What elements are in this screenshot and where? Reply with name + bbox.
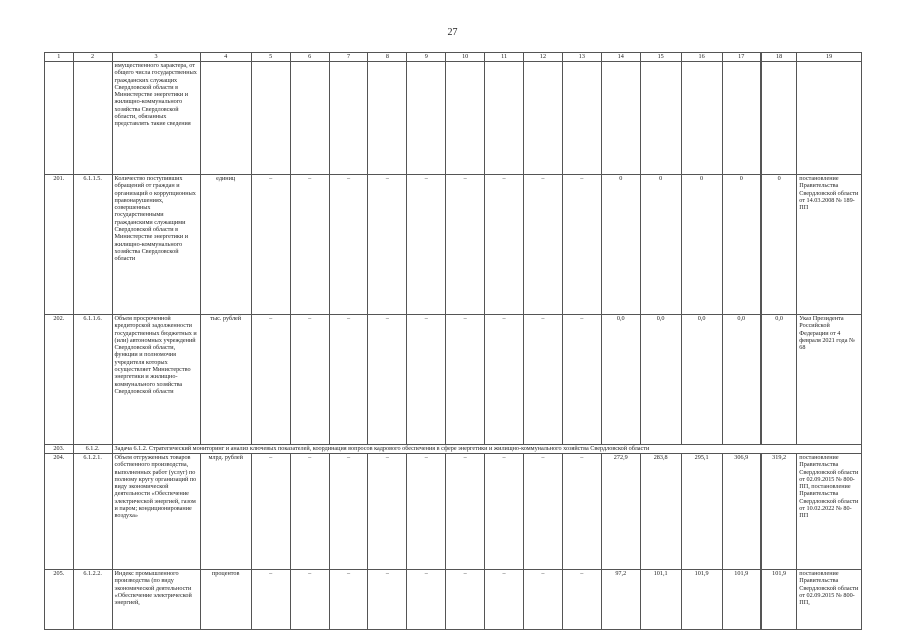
- header-cell: 14: [601, 53, 640, 62]
- value-cell: –: [485, 454, 524, 570]
- indicator-name: Количество поступивших обращений от граждан и организаций о коррупционных правонарушениях, совершенных государственными гражданскими служащими Свердловской области в Министерстве энергетики и жилищно-коммунального хозяйства Свердловской области: [112, 175, 200, 315]
- value-cell: 0,0: [761, 315, 797, 445]
- source-cell: Указ Президента Российской Федерации от 4 февраля 2021 года № 68: [797, 315, 862, 445]
- unit-cell: млрд. рублей: [200, 454, 251, 570]
- source-cell: постановление Правительства Свердловской области от 02.09.2015 № 800-ПП,: [797, 570, 862, 630]
- unit-cell: процентов: [200, 570, 251, 630]
- header-cell: 9: [407, 53, 446, 62]
- header-cell: 3: [112, 53, 200, 62]
- indicator-name: Индекс промышленного производства (по виду экономической деятельности «Обеспечение электрической энергией,: [112, 570, 200, 630]
- task-row: [45, 445, 862, 454]
- value-cell: –: [251, 315, 290, 445]
- header-cell: 4: [200, 53, 251, 62]
- header-cell: 11: [485, 53, 524, 62]
- value-cell: –: [329, 454, 368, 570]
- indicator-name: Объем отгруженных товаров собственного производства, выполненных работ (услуг) по полному кругу организаций по виду экономической деятельности «Обеспечение электрической энергией, газом и паром; кондиционирование воздуха»: [112, 454, 200, 570]
- value-cell: –: [368, 570, 407, 630]
- value-cell: –: [562, 570, 601, 630]
- value-cell: –: [562, 454, 601, 570]
- header-cell: 10: [446, 53, 485, 62]
- header-cell: 19: [797, 53, 862, 62]
- indicator-name: Объем просроченной кредиторской задолженности государственных бюджетных и (или) автономных учреждений Свердловской области, функции и полномочия учредителя которых осуществляет Министерство энергетики и жилищно-коммунального хозяйства Свердловской области: [112, 315, 200, 445]
- continuation-name: имущественного характера, от общего числа государственных гражданских служащих Свердловской области в Министерстве энергетики и жилищно-коммунального хозяйства Свердловской области, обязанных представлять такие сведения: [112, 62, 200, 175]
- row-code: 6.1.1.6.: [73, 315, 112, 445]
- continuation-row: [45, 62, 862, 175]
- value-cell: –: [446, 454, 485, 570]
- value-cell: 0,0: [640, 315, 681, 445]
- value-cell: 0,0: [681, 315, 722, 445]
- row-number: 204.: [45, 454, 74, 570]
- value-cell: –: [290, 175, 329, 315]
- table-row: [45, 454, 862, 570]
- value-cell: –: [329, 315, 368, 445]
- value-cell: –: [329, 175, 368, 315]
- value-cell: –: [524, 570, 563, 630]
- header-cell: 8: [368, 53, 407, 62]
- table-row: [45, 315, 862, 445]
- value-cell: –: [485, 570, 524, 630]
- value-cell: –: [251, 454, 290, 570]
- row-number: 203.: [45, 445, 74, 454]
- value-cell: –: [446, 175, 485, 315]
- value-cell: –: [562, 175, 601, 315]
- unit-cell: единиц: [200, 175, 251, 315]
- row-number: 205.: [45, 570, 74, 630]
- value-cell: 0: [601, 175, 640, 315]
- header-cell: 2: [73, 53, 112, 62]
- header-cell: 5: [251, 53, 290, 62]
- value-cell: –: [407, 315, 446, 445]
- value-cell: 101,9: [722, 570, 761, 630]
- task-title: Задача 6.1.2. Стратегический мониторинг и анализ ключевых показателей, координация вопросов кадрового обеспечения в сфере энергетики и жилищно-коммунального хозяйства Свердловской области: [112, 445, 861, 454]
- row-code: 6.1.2.1.: [73, 454, 112, 570]
- value-cell: –: [407, 570, 446, 630]
- row-code: 6.1.2.: [73, 445, 112, 454]
- source-cell: постановление Правительства Свердловской области от 02.09.2015 № 800-ПП, постановление Правительства Свердловской области от 10.02.2022 № 80-ПП: [797, 454, 862, 570]
- source-cell: постановление Правительства Свердловской области от 14.03.2008 № 189-ПП: [797, 175, 862, 315]
- value-cell: –: [407, 175, 446, 315]
- value-cell: 319,2: [761, 454, 797, 570]
- row-number: 202.: [45, 315, 74, 445]
- page-number: 27: [447, 27, 458, 38]
- value-cell: 295,1: [681, 454, 722, 570]
- value-cell: –: [329, 570, 368, 630]
- header-cell: 12: [524, 53, 563, 62]
- value-cell: –: [290, 315, 329, 445]
- value-cell: –: [524, 454, 563, 570]
- value-cell: –: [524, 315, 563, 445]
- value-cell: –: [485, 175, 524, 315]
- value-cell: 97,2: [601, 570, 640, 630]
- value-cell: 0,0: [601, 315, 640, 445]
- table-row: [45, 570, 862, 630]
- value-cell: 0: [640, 175, 681, 315]
- value-cell: –: [290, 454, 329, 570]
- value-cell: –: [368, 315, 407, 445]
- value-cell: –: [368, 454, 407, 570]
- row-code: 6.1.2.2.: [73, 570, 112, 630]
- value-cell: 101,1: [640, 570, 681, 630]
- value-cell: 306,9: [722, 454, 761, 570]
- header-cell: 6: [290, 53, 329, 62]
- value-cell: –: [562, 315, 601, 445]
- header-cell: 15: [640, 53, 681, 62]
- header-cell: 16: [681, 53, 722, 62]
- value-cell: –: [446, 570, 485, 630]
- value-cell: –: [368, 175, 407, 315]
- value-cell: –: [251, 175, 290, 315]
- unit-cell: тыс. рублей: [200, 315, 251, 445]
- header-cell: 18: [761, 53, 797, 62]
- header-row: [45, 53, 862, 62]
- value-cell: –: [524, 175, 563, 315]
- header-cell: 7: [329, 53, 368, 62]
- table-row: [45, 175, 862, 315]
- row-code: 6.1.1.5.: [73, 175, 112, 315]
- value-cell: –: [290, 570, 329, 630]
- value-cell: –: [407, 454, 446, 570]
- header-cell: 13: [562, 53, 601, 62]
- value-cell: 0,0: [722, 315, 761, 445]
- value-cell: 0: [681, 175, 722, 315]
- indicators-table: [44, 52, 862, 630]
- value-cell: 0: [761, 175, 797, 315]
- value-cell: –: [251, 570, 290, 630]
- value-cell: –: [446, 315, 485, 445]
- value-cell: 101,9: [681, 570, 722, 630]
- value-cell: 0: [722, 175, 761, 315]
- value-cell: –: [485, 315, 524, 445]
- header-cell: 1: [45, 53, 74, 62]
- row-number: 201.: [45, 175, 74, 315]
- header-cell: 17: [722, 53, 761, 62]
- value-cell: 101,9: [761, 570, 797, 630]
- value-cell: 272,9: [601, 454, 640, 570]
- value-cell: 283,8: [640, 454, 681, 570]
